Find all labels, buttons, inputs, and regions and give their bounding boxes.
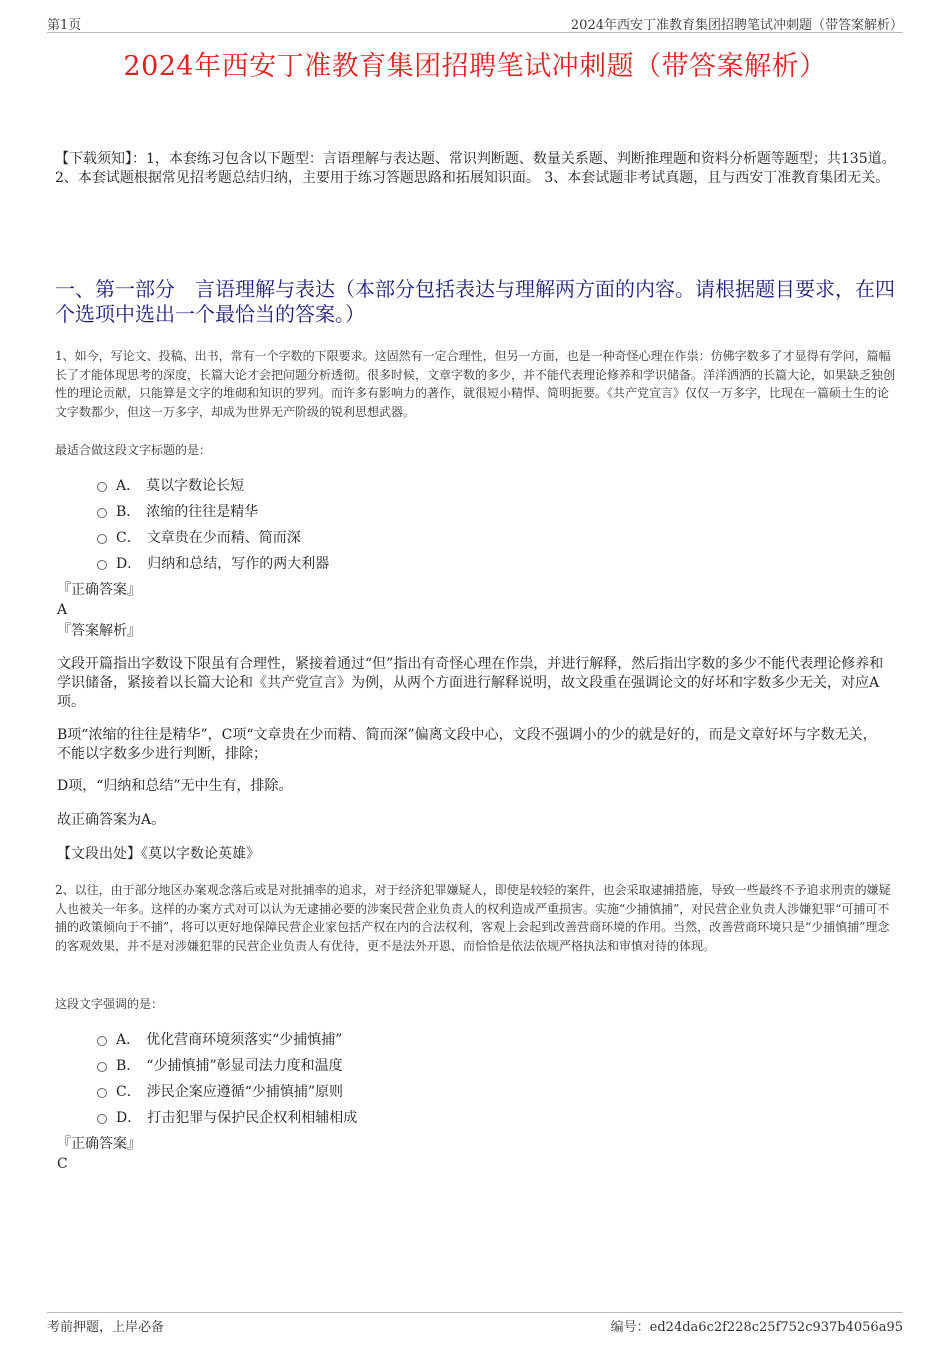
option-label: C． [116, 1084, 141, 1100]
answer-label: 『正确答案』 [57, 582, 141, 598]
question-2-prompt: 这段文字强调的是： [55, 997, 164, 1011]
radio-icon[interactable] [97, 534, 107, 544]
option-text: “少捕慎捕”彰显司法力度和温度 [146, 1058, 343, 1074]
footer-serial: 编号：ed24da6c2f228c25f752c937b4056a95 [610, 1320, 903, 1335]
analysis-paragraph: 故正确答案为A。 [57, 812, 166, 828]
option-label: D． [116, 1110, 142, 1126]
option-text: 归纳和总结，写作的两大利器 [147, 556, 330, 572]
radio-icon[interactable] [97, 1062, 107, 1072]
page-number: 第1页 [47, 18, 82, 33]
question-2-options [97, 1026, 357, 1130]
question-2-text: 2、以往，由于部分地区办案观念落后或是对批捕率的追求，对于经济犯罪嫌疑人，即使是较轻的案件，也会采取逮捕措施，导致一些最终不予追求刑责的嫌疑人也被关一年多。这样的办案方式对可以认为无逮捕必要的涉案民营企业负责人的权利造成严重损害。实施“少捕慎捕”，对民营企业负责人涉嫌犯罪“可捕可不捕的政策倾向于不捕”，将可以更好地保障民营企业家包括产权在内的合法权利，客观上会起到改善营商环境的作用。当然，改善营商环境只是“少捕慎捕”理念的客观效果，并不是对涉嫌犯罪的民营企业负责人有优待，更不是法外开恩，而恰恰是依法依规严格执法和审慎对待的体现。 [55, 883, 891, 953]
download-notice: 【下载须知】：1，本套练习包含以下题型：言语理解与表达题、常识判断题、数量关系题、判断推理题和资料分析题等题型；共135道。 2、本套试题根据常见招考题总结归纳，主要用于练习答题思路和拓展知识面。 3、本套试题非考试真题，且与西安丁准教育集团无关。 [55, 151, 896, 186]
option-c[interactable] [97, 524, 329, 550]
radio-icon[interactable] [97, 1036, 107, 1046]
option-a[interactable] [97, 1026, 357, 1052]
radio-icon[interactable] [97, 1114, 107, 1124]
radio-icon[interactable] [97, 482, 107, 492]
option-text: 文章贵在少而精、简而深 [146, 530, 301, 546]
document-title: 2024年西安丁准教育集团招聘笔试冲刺题（带答案解析） [123, 51, 827, 82]
option-text: 浓缩的往往是精华 [146, 504, 259, 520]
option-label: B． [116, 1058, 141, 1074]
option-label: C． [116, 530, 141, 546]
analysis-paragraph: D项，“归纳和总结”无中生有，排除。 [57, 778, 293, 794]
radio-icon[interactable] [97, 560, 107, 570]
answer-value: A [57, 602, 68, 618]
answer-label: 『正确答案』 [57, 1136, 141, 1152]
option-label: B． [116, 504, 141, 520]
option-text: 打击犯罪与保护民企权利相辅相成 [147, 1110, 358, 1126]
option-a[interactable] [97, 472, 329, 498]
option-text: 莫以字数论长短 [146, 478, 245, 494]
analysis-label: 『答案解析』 [57, 623, 141, 639]
option-d[interactable] [97, 550, 329, 576]
radio-icon[interactable] [97, 508, 107, 518]
analysis-paragraph: 文段开篇指出字数设下限虽有合理性，紧接着通过“但”指出有奇怪心理在作祟，并进行解释，然后指出字数的多少不能代表理论修养和学识储备，紧接着以长篇大论和《共产党宣言》为例，从两个方面进行解释说明，故文段重在强调论文的好坏和字数多少无关，对应A项。 [57, 656, 884, 710]
option-b[interactable] [97, 498, 329, 524]
answer-value: C [57, 1156, 68, 1172]
footer-slogan: 考前押题，上岸必备 [47, 1320, 165, 1335]
option-label: A． [116, 1032, 141, 1048]
option-b[interactable] [97, 1052, 357, 1078]
option-label: D． [116, 556, 142, 572]
option-d[interactable] [97, 1104, 357, 1130]
question-1-options [97, 472, 329, 576]
option-label: A． [116, 478, 141, 494]
page-footer [47, 1312, 903, 1333]
option-text: 涉民企案应遵循“少捕慎捕”原则 [146, 1084, 344, 1100]
header-doc-title: 2024年西安丁准教育集团招聘笔试冲刺题（带答案解析） [570, 18, 903, 33]
section-title: 一、第一部分 言语理解与表达（本部分包括表达与理解两方面的内容。请根据题目要求，在四个选项中选出一个最恰当的答案。） [55, 277, 895, 326]
page-header [47, 14, 903, 33]
source-citation: 【文段出处】《莫以字数论英雄》 [57, 846, 260, 862]
radio-icon[interactable] [97, 1088, 107, 1098]
question-1-text: 1、如今，写论文、投稿、出书，常有一个字数的下限要求。这固然有一定合理性，但另一方面，也是一种奇怪心理在作祟：仿佛字数多了才显得有学问，篇幅长了才能体现思考的深度，长篇大论才会把问题分析透彻。很多时候，文章字数的多少，并不能代表理论修养和学识储备。洋洋洒洒的长篇大论，如果缺乏独创性的理论贡献，只能算是文字的堆砌和知识的罗列。而许多有影响力的著作，就很短小精悍、简明扼要。《共产党宣言》仅仅一万多字，比现在一篇硕士生的论文字数都少，但这一万多字，却成为世界无产阶级的锐利思想武器。 [55, 349, 896, 419]
question-1-prompt: 最适合做这段文字标题的是： [55, 443, 212, 457]
option-text: 优化营商环境须落实“少捕慎捕” [146, 1032, 343, 1048]
option-c[interactable] [97, 1078, 357, 1104]
analysis-paragraph: B项“浓缩的往往是精华”，C项“文章贵在少而精、简而深”偏离文段中心，文段不强调小的少的就是好的，而是文章好坏与字数无关，不能以字数多少进行判断，排除； [57, 727, 877, 762]
